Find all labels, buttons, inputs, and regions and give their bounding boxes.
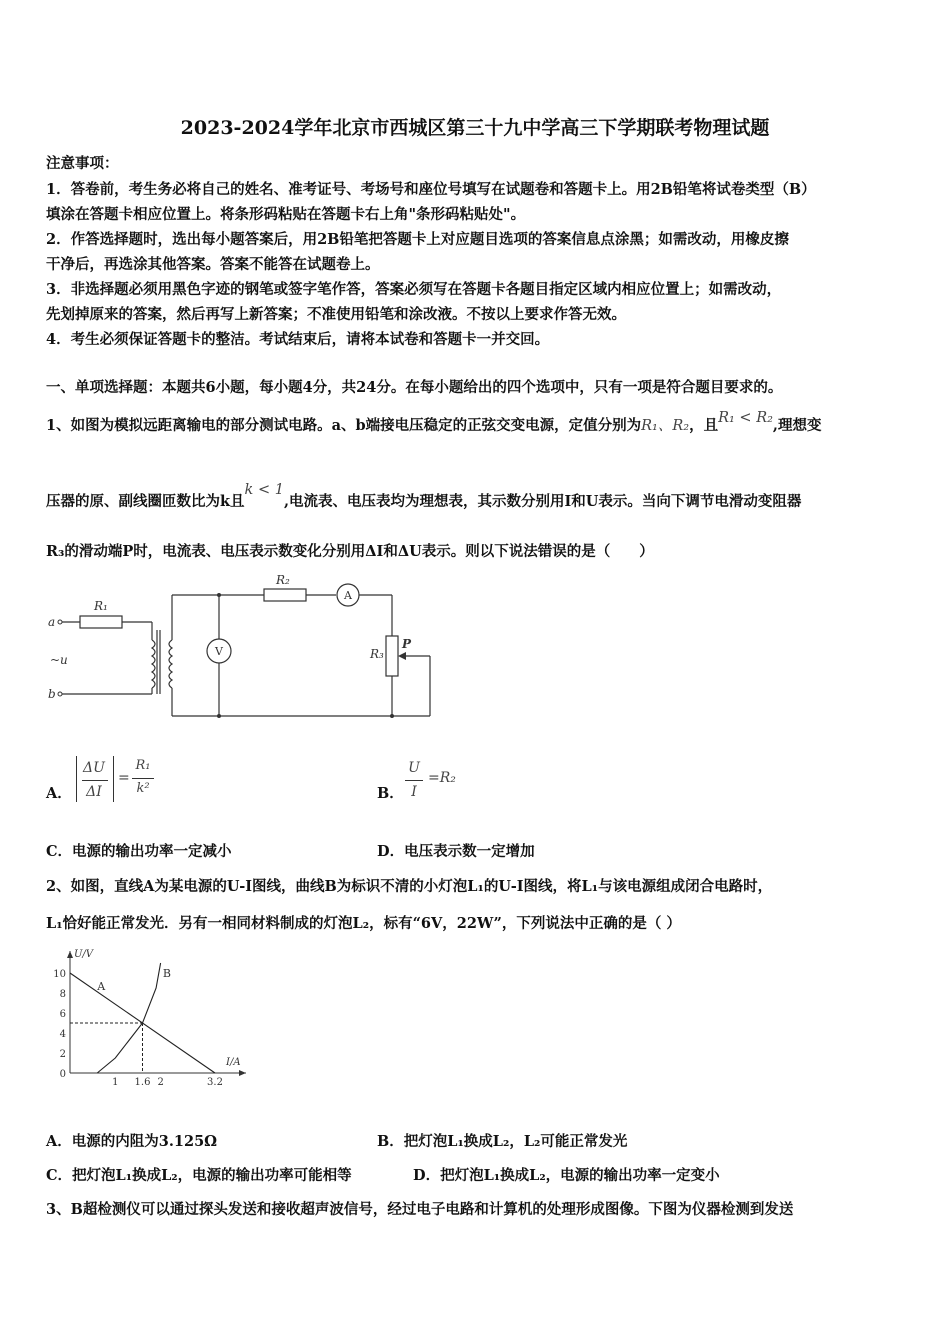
x-axis-arrow [239,1070,246,1076]
y-tick-label: 0 [59,1069,66,1080]
q1-line1 [46,410,822,435]
r3-label: R₃ [370,647,384,661]
page-title: 2023-2024学年北京市西城区第三十九中学高三下学期联考物理试题 [180,117,770,139]
q1-optB-rhs: =R₂ [428,770,456,786]
q1-optA-rhs-bot: k² [136,781,150,796]
note-line: 填涂在答题卡相应位置上。将条形码粘贴在答题卡右上角"条形码粘贴处"。 [46,206,526,223]
q1-line3: R₃的滑动端P时，电流表、电压表示数变化分别用ΔI和ΔU表示。则以下说法错误的是（ ） [46,543,654,560]
note-line: 干净后，再选涂其他答案。答案不能答在试题卷上。 [46,256,380,273]
curve-a-label: A [97,980,106,993]
q2-line1: 2、如图，直线A为某电源的U-I图线，曲线B为标识不清的小灯泡L₁的U-I图线，将L₁与该电源组成闭合电路时， [46,878,773,895]
q1-optA-num-top: ΔU [83,760,105,776]
note-line: 2．作答选择题时，选出每小题答案后，用2B铅笔把答题卡上对应题目选项的答案信息点涂黑；如需改动，用橡皮擦 [46,231,789,248]
secondary-coil [169,640,172,688]
section-heading: 一、单项选择题：本题共6小题，每小题4分，共24分。在每小题给出的四个选项中，只有一项是符合题目要求的。 [46,379,783,396]
resistor-r1 [80,616,122,628]
r2-label: R₂ [276,573,290,587]
q2-optB: B．把灯泡L₁换成L₂，L₂可能正常发光 [377,1133,628,1150]
q2-optC: C．把灯泡L₁换成L₂，电源的输出功率可能相等 [46,1167,352,1184]
note-line: 先划掉原来的答案，然后再写上新答案；不准使用铅笔和涂改液。不按以上要求作答无效。 [46,306,626,323]
y-tick-label: 4 [59,1029,66,1040]
x-tick-label: 3.2 [207,1077,223,1088]
terminal-b: b [48,687,56,701]
q1-optB-bar [405,780,423,781]
q1-optB-label: B． [377,785,404,802]
q1-text: 压器的原、副线圈匝数比为k且 [46,493,245,510]
resistor-r3 [386,636,398,676]
note-line: 4．考生必须保证答题卡的整洁。考试结束后，请将本试卷和答题卡一并交回。 [46,331,550,348]
q1-line2 [46,482,802,511]
y-axis-label: U/V [74,949,94,960]
q1-optD: D．电压表示数一定增加 [377,843,535,860]
source-label: ~u [50,653,68,667]
q1-optA-num-bot: ΔI [86,784,102,800]
q1-optA-label: A． [46,785,72,802]
r1-label: R₁ [94,599,108,613]
q1-optA-fraction-bar [82,780,108,781]
q1-optC: C．电源的输出功率一定减小 [46,843,232,860]
curve-b-label: B [162,967,171,980]
q2-optA: A．电源的内阻为3.125Ω [46,1133,218,1150]
q1-optA-eq: = [118,770,130,786]
q2-line2: L₁恰好能正常发光．另有一相同材料制成的灯泡L₂，标有“6V，22W”，下列说法中正确的是（ ） [46,915,681,932]
series-b-curve [97,963,160,1073]
q1-math-k: k < 1 [244,482,284,498]
q1-optB-bot: I [411,784,417,800]
q1-circuit-diagram [44,570,444,730]
q2-ui-chart [50,945,250,1090]
slider-p-label: P [402,637,412,651]
q1-math-ineq: R₁ < R₂ [718,410,773,426]
q1-text: ，且 [689,417,719,434]
note-line: 3．非选择题必须用黑色字迹的钢笔或签字笔作答，答案必须写在答题卡各题目指定区域内相应位置上；如需改动， [46,281,782,298]
q1-text: ,理想变 [772,417,822,434]
y-tick-label: 6 [59,1009,66,1020]
q1-optB-top: U [408,760,420,776]
y-tick-label: 8 [59,989,66,1000]
q1-text: 1、如图为模拟远距离输电的部分测试电路。a、b端接电压稳定的正弦交变电源，定值分别为 [46,417,642,434]
voltmeter-label: V [215,645,223,658]
x-tick-label: 1 [112,1077,119,1088]
q1-math-r1r2: R₁、R₂ [641,418,690,434]
notes-heading: 注意事项： [46,155,119,172]
y-tick-label: 10 [53,969,66,980]
q1-optA-rhs-bar [132,778,154,779]
x-tick-label: 2 [157,1077,164,1088]
x-tick-label: 1.6 [134,1077,151,1088]
q1-optA-rhs-top: R₁ [135,758,151,773]
resistor-r2 [264,589,306,601]
y-axis-arrow [67,951,73,958]
slider-arrow [398,652,406,660]
primary-coil [152,640,155,688]
note-line: 1．答卷前，考生务必将自己的姓名、准考证号、考场号和座位号填写在试题卷和答题卡上。用2B铅笔将试卷类型（B） [46,181,816,198]
q1-text: ,电流表、电压表均为理想表，其示数分别用I和U表示。当向下调节电滑动变阻器 [283,493,802,510]
q2-optD: D．把灯泡L₁换成L₂，电源的输出功率一定变小 [413,1167,720,1184]
x-axis-label: I/A [226,1057,241,1068]
ammeter-label: A [344,589,352,602]
terminal-a: a [48,615,56,629]
y-tick-label: 2 [59,1049,66,1060]
q3-line1: 3、B超检测仪可以通过探头发送和接收超声波信号，经过电子电路和计算机的处理形成图像。下图为仪器检测到发送 [46,1201,794,1218]
